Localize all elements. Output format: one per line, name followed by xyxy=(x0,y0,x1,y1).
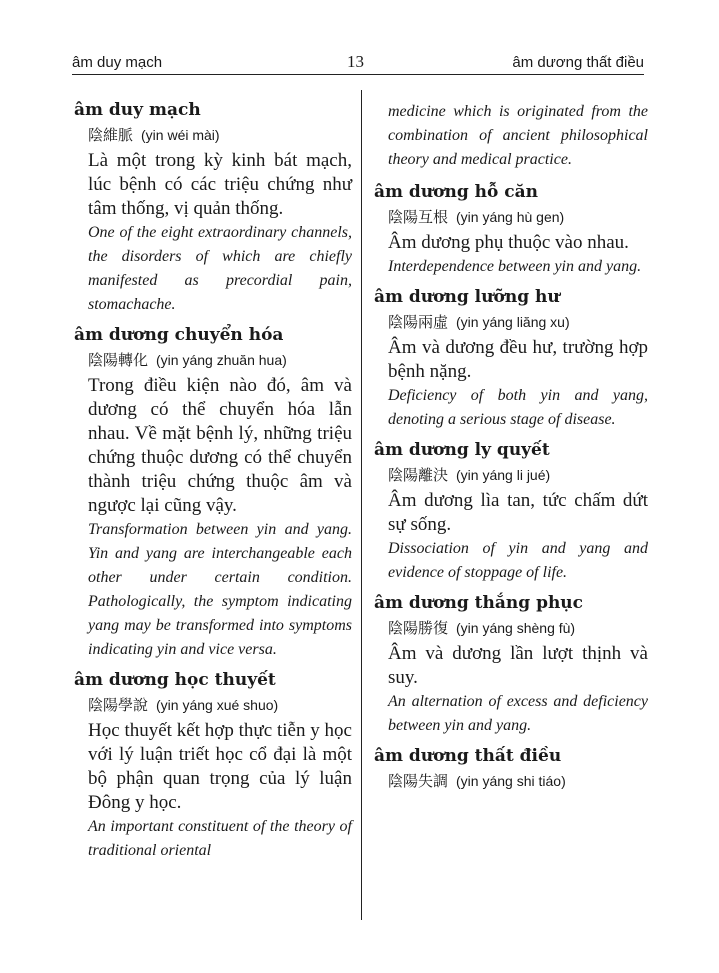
continued-english-text: medicine which is originated from the combination of ancient philosophical theory and medical practice. xyxy=(388,103,648,168)
page-number: 13 xyxy=(347,52,364,71)
entry-pinyin: (yin yáng shi tiáo) xyxy=(456,773,566,789)
entry-english-definition: Transformation between yin and yang. Yin and yang are interchangeable each other under certain condition. Pathologically, the symptom indicating yang may be transformed into symptoms indicating yin and vice versa. xyxy=(88,521,352,658)
entry-vietnamese-definition: Là một trong kỳ kinh bát mạch, lúc bệnh có các triệu chứng như tâm thống, vị quản thống. xyxy=(88,150,352,219)
dictionary-entry xyxy=(374,285,648,438)
dictionary-entry xyxy=(374,180,648,285)
entry-vietnamese-definition: Âm và dương lần lượt thịnh và suy. xyxy=(388,643,648,688)
entry-chinese-line xyxy=(374,309,648,336)
entry-chinese-line xyxy=(74,122,352,149)
entry-chinese-line xyxy=(74,692,352,719)
entry-spacer xyxy=(374,795,648,801)
entry-chinese-characters: 陰陽轉化 xyxy=(88,351,149,369)
entry-chinese-characters: 陰陽互根 xyxy=(388,208,449,226)
entry-headword: âm dương hỗ căn xyxy=(374,182,539,202)
header-left-guide-word: âm duy mạch xyxy=(72,54,163,71)
entry-chinese-characters: 陰陽失調 xyxy=(388,772,449,790)
entry-headword: âm dương ly quyết xyxy=(374,440,550,460)
header-right-guide-word: âm dương thất điều xyxy=(512,54,644,71)
entry-chinese-characters: 陰維脈 xyxy=(88,126,134,144)
entry-pinyin: (yin yáng hù gen) xyxy=(456,209,565,225)
right-column xyxy=(374,100,648,801)
entry-headword: âm dương học thuyết xyxy=(74,670,276,690)
entry-headword: âm dương lưỡng hư xyxy=(374,287,560,307)
entry-chinese-characters: 陰陽學說 xyxy=(88,696,149,714)
entry-vietnamese-definition: Âm dương phụ thuộc vào nhau. xyxy=(388,232,629,253)
entry-chinese-line xyxy=(374,768,648,795)
entry-chinese-line xyxy=(74,347,352,374)
entry-chinese-line xyxy=(374,204,648,231)
entry-headword: âm dương thắng phục xyxy=(374,593,584,613)
entry-chinese-characters: 陰陽離決 xyxy=(388,466,449,484)
left-column xyxy=(74,98,352,869)
entry-english-definition: An alternation of excess and deficiency between yin and yang. xyxy=(388,693,648,734)
dictionary-entry xyxy=(74,323,352,668)
entry-headword: âm duy mạch xyxy=(74,100,201,120)
entry-spacer xyxy=(74,863,352,869)
column-divider xyxy=(361,90,362,920)
dictionary-entry xyxy=(74,668,352,869)
entry-pinyin: (yin yáng liăng xu) xyxy=(456,314,570,330)
entry-english-definition: An important constituent of the theory of traditional oriental xyxy=(88,818,352,859)
entry-vietnamese-definition: Học thuyết kết hợp thực tiễn y học với lý luận triết học cổ đại là một bộ phận quan trọng của lý luận Đông y học. xyxy=(88,720,352,813)
entry-pinyin: (yin yáng zhuăn hua) xyxy=(156,352,287,368)
dictionary-entry xyxy=(374,591,648,744)
entry-english-definition: Interdependence between yin and yang. xyxy=(388,258,642,275)
entry-pinyin: (yin wéi mài) xyxy=(141,127,220,143)
entry-chinese-characters: 陰陽兩虛 xyxy=(388,313,449,331)
entry-english-definition: Deficiency of both yin and yang, denoting a serious stage of disease. xyxy=(388,387,648,428)
entry-headword: âm dương thất điều xyxy=(374,746,562,766)
entry-vietnamese-definition: Âm dương lìa tan, tức chấm dứt sự sống. xyxy=(388,490,648,535)
entry-pinyin: (yin yáng xué shuo) xyxy=(156,697,279,713)
dictionary-entry xyxy=(374,744,648,801)
entry-chinese-line xyxy=(374,615,648,642)
entry-chinese-characters: 陰陽勝復 xyxy=(388,619,449,637)
header-rule xyxy=(72,74,644,75)
entry-pinyin: (yin yáng shèng fù) xyxy=(456,620,576,636)
dictionary-entry xyxy=(374,438,648,591)
entry-vietnamese-definition: Âm và dương đều hư, trường hợp bệnh nặng. xyxy=(388,337,648,382)
entry-english-definition: Dissociation of yin and yang and evidence of stoppage of life. xyxy=(388,540,648,581)
entry-vietnamese-definition: Trong điều kiện nào đó, âm và dương có thể chuyển hóa lẫn nhau. Về mặt bệnh lý, những triệu chứng thuộc dương có thể chuyển thành triệu chứng thuộc âm và ngược lại cũng vậy. xyxy=(88,375,352,516)
entry-pinyin: (yin yáng li jué) xyxy=(456,467,551,483)
entry-chinese-line xyxy=(374,462,648,489)
entry-english-definition: One of the eight extraordinary channels, the disorders of which are chiefly manifested as precordial pain, stomachache. xyxy=(88,224,352,313)
page-header xyxy=(72,50,644,74)
dictionary-entry xyxy=(74,98,352,323)
entry-headword: âm dương chuyển hóa xyxy=(74,325,284,345)
